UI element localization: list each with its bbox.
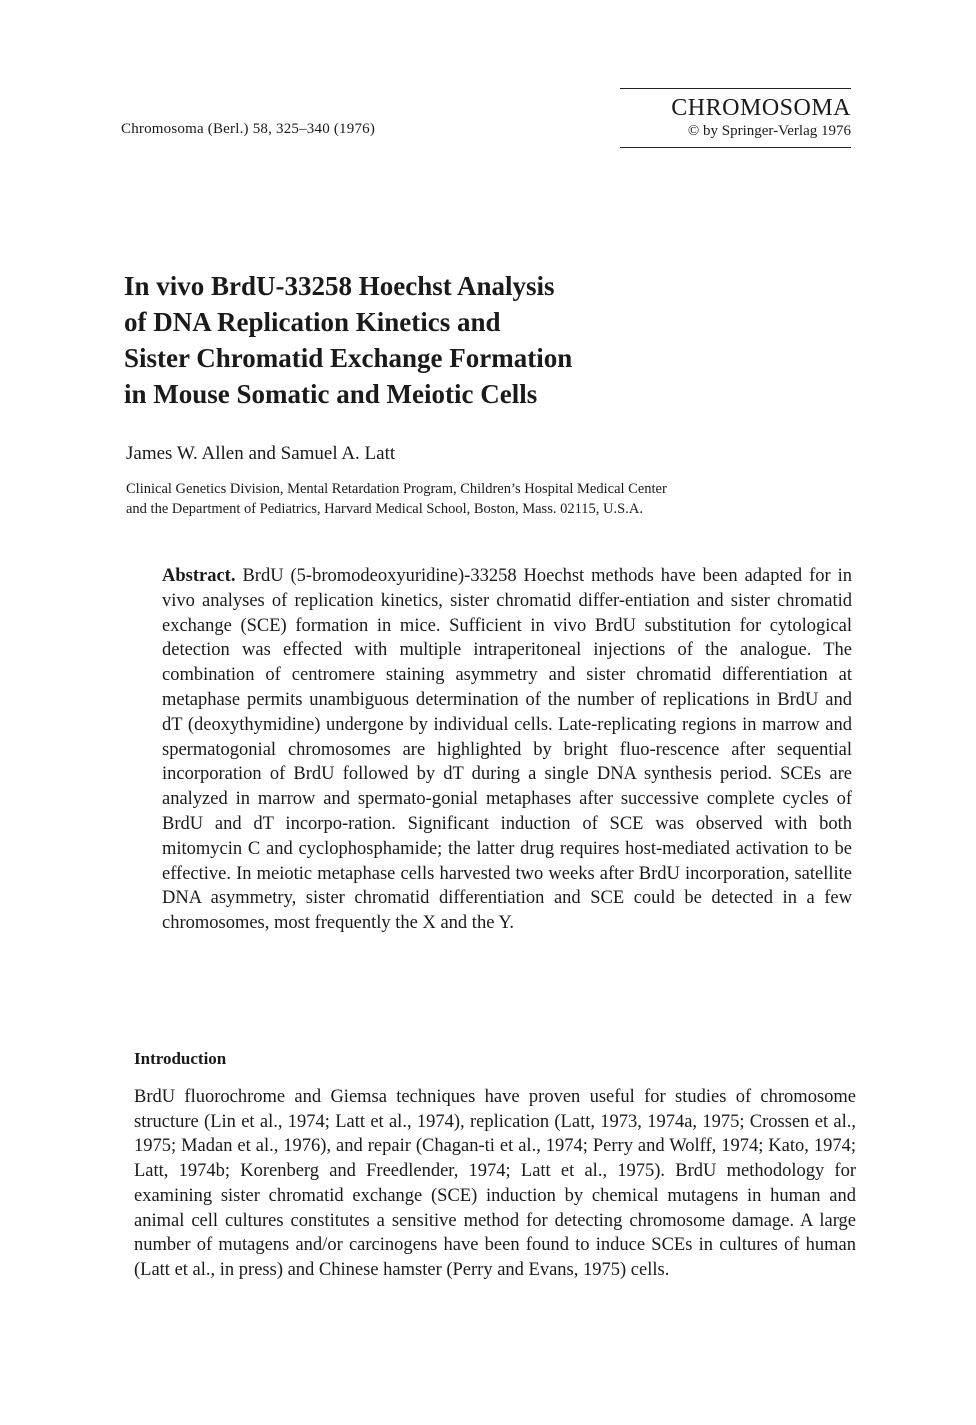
abstract-label: Abstract.	[162, 566, 236, 586]
journal-reference: Chromosoma (Berl.) 58, 325–340 (1976)	[121, 121, 376, 137]
affiliation-line: Clinical Genetics Division, Mental Retardation Program, Children’s Hospital Medical Center	[126, 481, 667, 497]
introduction-heading: Introduction	[134, 1049, 227, 1068]
title-line: in Mouse Somatic and Meiotic Cells	[124, 379, 538, 409]
abstract	[162, 564, 852, 936]
affiliation	[126, 479, 846, 519]
introduction-text: BrdU fluorochrome and Giemsa techniques have proven useful for studies of chromosome structure (Lin et al., 1974; Latt et al., 1974), replication (Latt, 1973, 1974a, 1975; Crossen et al., 1975; Madan et al., 1976), and repair (Chagan-ti et al., 1974; Perry and Wolff, 1974; Kato, 1974; Latt, 1974b; Korenberg and Freedlender, 1974; Latt et al., 1975). BrdU methodology for examining sister chromatid exchange (SCE) induction by chemical mutagens in human and animal cell cultures constitutes a sensitive method for detecting chromosome damage. A large number of mutagens and/or carcinogens have been found to induce SCEs in cultures of human (Latt et al., in press) and Chinese hamster (Perry and Evans, 1975) cells.	[134, 1087, 856, 1280]
abstract-text: BrdU (5-bromodeoxyuridine)-33258 Hoechst methods have been adapted for in vivo analyses of replication kinetics, sister chromatid differ-entiation and sister chromatid exchange (SCE) formation in mice. Sufficient in vivo BrdU substitution for cytological detection was effected with multiple intraperitoneal injections of the analogue. The combination of centromere staining asymmetry and sister chromatid differentiation at metaphase permits unambiguous determination of the number of replications in BrdU and dT (deoxythymidine) undergone by individual cells. Late-replicating regions in marrow and spermatogonial chromosomes are highlighted by bright fluo-rescence after sequential incorporation of BrdU followed by dT during a single DNA synthesis period. SCEs are analyzed in marrow and spermato-gonial metaphases after successive complete cycles of BrdU and dT incorpo-ration. Significant induction of SCE was observed with both mitomycin C and cyclophosphamide; the latter drug requires host-mediated activation to be effective. In meiotic metaphase cells harvested two weeks after BrdU incorporation, satellite DNA asymmetry, sister chromatid differentiation and SCE could be detected in a few chromosomes, most frequently the X and the Y.	[162, 566, 852, 934]
journal-masthead	[620, 88, 851, 148]
title-line: Sister Chromatid Exchange Formation	[124, 343, 573, 373]
journal-name: CHROMOSOMA	[671, 95, 851, 121]
copyright-notice: © by Springer-Verlag 1976	[687, 123, 851, 139]
affiliation-line: and the Department of Pediatrics, Harvard Medical School, Boston, Mass. 02115, U.S.A.	[126, 501, 643, 517]
title-line: In vivo BrdU-33258 Hoechst Analysis	[124, 271, 555, 301]
title-line: of DNA Replication Kinetics and	[124, 307, 501, 337]
article-title	[124, 268, 724, 412]
authors: James W. Allen and Samuel A. Latt	[126, 443, 396, 464]
